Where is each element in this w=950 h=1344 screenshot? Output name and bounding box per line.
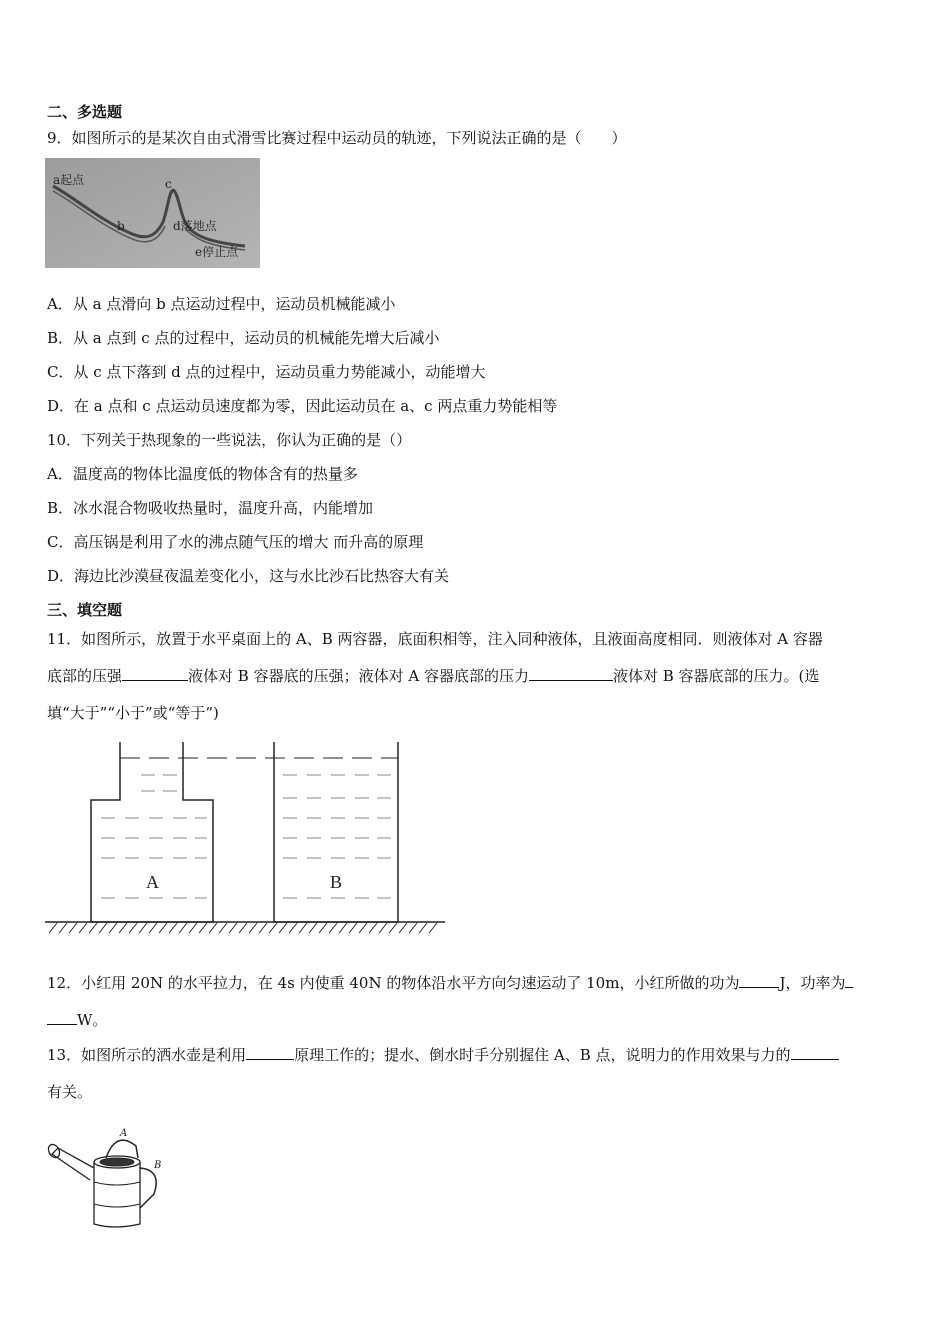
question-11-line-2 [47,665,819,687]
answer-blank-power-start[interactable] [845,973,853,988]
container-b-label: B [330,872,343,892]
answer-blank-principle[interactable] [246,1045,294,1060]
q13-text-part-1: 13．如图所示的洒水壶是利用 [47,1046,247,1064]
question-11-line-1: 11．如图所示，放置于水平桌面上的 A、B 两容器，底面积相等，注入同种液体，且液面高度相同．则液体对 A 容器 [47,630,823,648]
q13-text-part-2: 原理工作的；提水、倒水时手分别握住 A、B 点，说明力的作用效果与力的 [294,1046,791,1064]
question-13-line-2: 有关。 [47,1083,93,1101]
answer-blank-2[interactable] [529,666,613,681]
section-title-multiple-choice: 二、多选题 [47,103,123,121]
question-10-stem: 10．下列关于热现象的一些说法，你认为正确的是（） [47,431,412,449]
question-10-option-b: B．冰水混合物吸收热量时，温度升高，内能增加 [47,499,374,517]
question-10-option-d: D．海边比沙漠昼夜温差变化小，这与水比沙石比热容大有关 [47,567,450,585]
q11-text-part-2: 液体对 B 容器底的压强；液体对 A 容器底部的压力 [188,667,529,685]
question-11-line-3: 填“大于”“小于”或“等于”) [47,704,219,722]
watering-can-label-a: A [120,1128,128,1139]
container-a-label: A [146,872,159,892]
label-a-start: a起点 [53,173,85,187]
question-12-line-2 [47,1009,107,1031]
question-9-option-c: C．从 c 点下落到 d 点的过程中，运动员重力势能减小，动能增大 [47,363,486,381]
question-12-line-1 [47,972,853,994]
label-e-stop: e停止点 [195,245,239,259]
question-9-option-d: D．在 a 点和 c 点运动员速度都为零，因此运动员在 a、c 两点重力势能相等 [47,397,558,415]
ski-trajectory-figure [45,158,260,268]
question-9-option-a: A．从 a 点滑向 b 点运动过程中，运动员机械能减小 [47,295,396,313]
question-10-option-a: A．温度高的物体比温度低的物体含有的热量多 [47,465,358,483]
section-title-fill-in: 三、填空题 [47,601,123,619]
answer-blank-work[interactable] [739,973,779,988]
question-13-line-1 [47,1044,839,1066]
question-9-option-b: B．从 a 点到 c 点的过程中，运动员的机械能先增大后减小 [47,329,440,347]
question-9-stem: 9．如图所示的是某次自由式滑雪比赛过程中运动员的轨迹，下列说法正确的是（ ） [47,129,627,147]
label-c: c [165,177,172,191]
label-b: b [117,219,125,233]
question-10-option-c: C．高压锅是利用了水的沸点随气压的增大 而升高的原理 [47,533,424,551]
watering-can-figure [44,1122,174,1234]
answer-blank-1[interactable] [122,666,188,681]
q12-text-part-1: 12．小红用 20N 的水平拉力，在 4s 内使重 40N 的物体沿水平方向匀速运动了 10m，小红所做的功为 [47,974,740,992]
watering-can-label-b: B [154,1160,162,1171]
label-d-landing: d落地点 [173,219,217,233]
q11-text-part-1: 底部的压强 [47,667,123,685]
containers-figure [45,738,450,938]
answer-blank-power[interactable] [47,1010,77,1025]
answer-blank-force-factor[interactable] [791,1045,839,1060]
q12-text-part-2: J，功率为 [779,974,846,992]
q11-text-part-3: 液体对 B 容器底部的压力。(选 [612,667,820,685]
q12-text-part-3: W。 [77,1011,108,1029]
